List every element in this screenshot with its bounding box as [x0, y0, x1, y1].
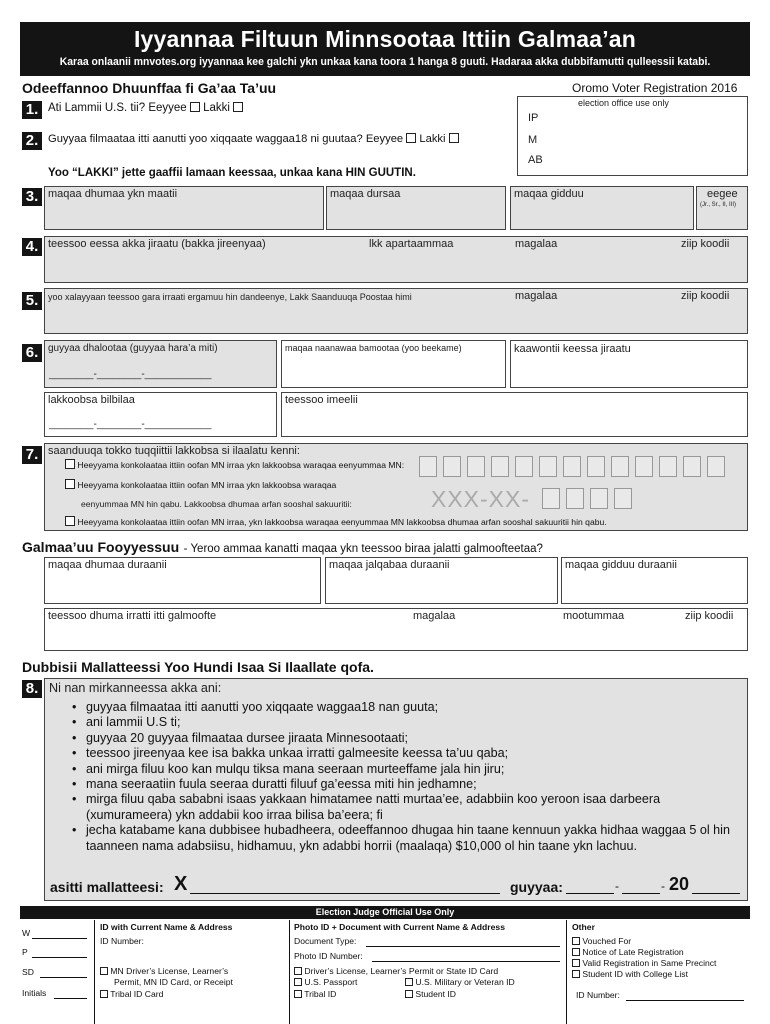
military-id-option	[405, 977, 515, 987]
previous-last-name-label: maqaa dhumaa duraanii	[48, 559, 167, 571]
oath-item: • guyyaa 20 guyyaa filmaataa dursee jiraata Minnesootaati;	[72, 731, 742, 746]
initials-label: Initials	[22, 988, 47, 998]
previous-last-name-field[interactable]	[44, 557, 321, 604]
date-day-line[interactable]	[622, 893, 660, 894]
previous-middle-name-field[interactable]	[561, 557, 748, 604]
previous-zip-label: ziip koodii	[685, 610, 734, 622]
college-list-checkbox[interactable]	[572, 970, 580, 978]
apartment-label: lkk apartaammaa	[369, 238, 454, 250]
citizen-yes-checkbox[interactable]	[190, 102, 200, 112]
signature-heading: Dubbisii Mallatteessi Yoo Hundi Isaa Si Ilaallate qofa.	[22, 659, 374, 675]
last-name-label: maqaa dhumaa ykn maatii	[48, 188, 178, 200]
mailing-address-label: yoo xalayyaan teessoo gara irraati ergamuu hin dandeenye, Lakk Saanduuqa Poostaa himi	[48, 292, 412, 302]
mn-id-digit-box[interactable]	[611, 456, 629, 477]
signature-label: asitti mallatteesi:	[50, 879, 164, 895]
birth-date-label: guyyaa dhalootaa (guyyaa hara’a miti)	[48, 343, 218, 354]
other-id-number-line[interactable]	[626, 1000, 744, 1001]
mn-id-digit-box[interactable]	[683, 456, 701, 477]
question-6-number: 6.	[22, 344, 42, 362]
late-registration-checkbox[interactable]	[572, 948, 580, 956]
phone-blank: ________-________-____________	[49, 419, 212, 430]
id-intro: saanduuqa tokko tuqqiittii lakkobsa si ilaalatu kenni:	[48, 445, 300, 457]
tribal-id-option	[100, 989, 163, 999]
signature-line[interactable]	[190, 893, 500, 894]
question-2	[48, 133, 459, 145]
document-type-line[interactable]	[366, 946, 560, 947]
vouched-label: Vouched For	[582, 936, 632, 946]
student-id-option	[405, 989, 456, 999]
question-8-number: 8.	[22, 680, 42, 698]
phone-label: lakkoobsa bilbilaa	[48, 394, 135, 406]
mn-id-digit-box[interactable]	[491, 456, 509, 477]
late-registration-option	[572, 947, 684, 957]
previous-middle-name-label: maqaa gidduu duraanii	[565, 559, 677, 571]
mailing-zip-label: ziip koodii	[681, 290, 730, 302]
drivers-license-label: Driver’s License, Learner’s Permit or State ID Card	[304, 966, 499, 976]
mn-license-option-b: Permit, MN ID Card, or Receipt	[114, 977, 233, 987]
oath-item: • ani lammii U.S ti;	[72, 715, 742, 730]
mn-id-digit-box[interactable]	[419, 456, 437, 477]
oath-item: • jecha katabame kana dubbisee hubadheera, odeeffannoo dhugaa hin taane kennuun yakka hidhaa waggaa 5 ol hin taanneen nama adabsiisu, hidhamuu, ykn adabbi horrii (maalaqa) $10,000 ol hin taane ykn lachuu.	[72, 823, 742, 854]
signature-x: X	[174, 873, 188, 895]
age-yes-label: Eeyyee	[365, 133, 404, 145]
military-id-checkbox[interactable]	[405, 978, 413, 986]
question-4-number: 4.	[22, 238, 42, 256]
office-ab-label: AB	[528, 154, 543, 166]
question-1	[48, 102, 243, 114]
id-column-title: ID with Current Name & Address	[100, 922, 233, 932]
county-field[interactable]	[510, 340, 748, 388]
student-id-checkbox[interactable]	[405, 990, 413, 998]
photo-id-column-title: Photo ID + Document with Current Name & Address	[294, 922, 505, 932]
precinct-line[interactable]	[32, 957, 87, 958]
middle-name-label: maqaa gidduu	[514, 188, 584, 200]
form-title: Iyyannaa Filtuun Minnsootaa Ittiin Galmaa’an	[133, 26, 637, 52]
previous-state-label: mootummaa	[563, 610, 625, 622]
ssn-prefix: XXX-XX-	[431, 486, 531, 512]
id-option-2	[65, 479, 336, 490]
footer-divider-2	[289, 920, 290, 1024]
previous-city-label: magalaa	[413, 610, 456, 622]
drivers-license-checkbox[interactable]	[294, 967, 302, 975]
middle-name-field[interactable]	[510, 186, 694, 230]
ssn-digit-box[interactable]	[590, 488, 608, 509]
question-7-number: 7.	[22, 446, 42, 464]
election-judge-bar: Election Judge Official Use Only	[20, 906, 750, 919]
tribal-photo-id-checkbox[interactable]	[294, 990, 302, 998]
date-separator-2: -	[661, 879, 665, 893]
previous-first-name-field[interactable]	[325, 557, 558, 604]
email-field[interactable]	[281, 392, 748, 437]
citizen-no-label: Lakki	[203, 102, 230, 114]
form-header	[20, 22, 750, 76]
id-option-2-label-a: Heeyyama konkolaataa ittiin oofan MN irraa ykn lakkoobsa waraqaa	[77, 480, 337, 490]
previous-address-label: teessoo dhuma irratti itti galmoofte	[48, 610, 217, 622]
student-id-label: Student ID	[415, 989, 456, 999]
preferred-name-label: maqaa naanawaa bamootaa (yoo beekame)	[285, 343, 462, 353]
citizen-no-checkbox[interactable]	[233, 102, 243, 112]
id-option-2-label-b: eenyummaa MN hin qabu. Lakkoobsa dhumaa arfan sooshal sakuuritii:	[81, 499, 352, 509]
no-id-checkbox[interactable]	[65, 516, 75, 526]
same-precinct-option	[572, 958, 716, 968]
mailing-address-field[interactable]	[44, 288, 748, 334]
office-ip-label: IP	[528, 112, 539, 124]
oath-item: • ani mirga filuu koo kan mulqu tiksa mana seeraan murteeffame jala hin jiru;	[72, 762, 742, 777]
id-option-3	[65, 516, 607, 527]
mn-license-footer-checkbox[interactable]	[100, 967, 108, 975]
question-3-number: 3.	[22, 188, 42, 206]
previous-address-field[interactable]	[44, 608, 748, 651]
suffix-label: eegee	[707, 188, 738, 200]
mn-id-digit-box[interactable]	[587, 456, 605, 477]
mn-license-option-label: MN Driver’s License, Learner’s	[110, 966, 229, 976]
residence-address-field[interactable]	[44, 236, 748, 283]
personal-info-heading: Odeeffannoo Dhuunffaa fi Ga’aa Ta’uu	[22, 80, 277, 96]
phone-field[interactable]	[44, 392, 277, 437]
tribal-id-checkbox[interactable]	[100, 990, 108, 998]
preferred-name-field[interactable]	[281, 340, 506, 388]
birth-date-blank: ________-________-____________	[49, 369, 212, 380]
mn-id-digit-box[interactable]	[539, 456, 557, 477]
age-no-checkbox[interactable]	[449, 133, 459, 143]
question-5-number: 5.	[22, 292, 42, 310]
ward-line[interactable]	[32, 938, 87, 939]
oath-item: • mana seeraatiin fuula seeraa duratti filuuf ga’eessa miti hin jedhamne;	[72, 777, 742, 792]
mn-id-digit-box[interactable]	[443, 456, 461, 477]
tribal-photo-id-label: Tribal ID	[304, 989, 337, 999]
document-type-label: Document Type:	[294, 936, 357, 946]
last-name-field[interactable]	[44, 186, 324, 230]
mn-id-digit-box[interactable]	[707, 456, 725, 477]
first-name-label: maqaa dursaa	[330, 188, 401, 200]
initials-line[interactable]	[54, 998, 87, 999]
previous-note: - Yeroo ammaa kanatti maqaa ykn teessoo biraa jalatti galmoofteetaa?	[183, 543, 543, 555]
age-yes-checkbox[interactable]	[406, 133, 416, 143]
age-question: Guyyaa filmaataa itti aanutti yoo xiqqaate waggaa18 ni guutaa?	[48, 133, 363, 145]
oath-list	[72, 700, 742, 854]
oath-item: • teessoo jireenyaa kee isa bakka unkaa irratti galmeesite keessa ta’uu qaba;	[72, 746, 742, 761]
id-option-1	[65, 459, 404, 470]
city-label: magalaa	[515, 238, 558, 250]
citizenship-question: Ati Lammii U.S. tii? Eeyyee	[48, 102, 187, 114]
ssn-digit-box[interactable]	[566, 488, 584, 509]
id-option-1-label: Heeyyama konkolaataa ittiin oofan MN irraa ykn lakkoobsa waraqaa eenyummaa MN:	[77, 460, 405, 470]
date-month-line[interactable]	[566, 893, 614, 894]
age-no-label: Lakki	[419, 133, 446, 145]
year-prefix: 20	[669, 874, 690, 894]
ssn-digit-box[interactable]	[542, 488, 560, 509]
suffix-hint: (Jr., Sr., II, III)	[700, 202, 737, 208]
photo-id-number-label: Photo ID Number:	[294, 951, 363, 961]
id-option-3-label: Heeyyama konkolaataa ittiin oofan MN irraa, ykn lakkoobsa waraqaa eenyummaa MN lakkoobsa dhumaa arfan sooshal sakuuritii hin qabu.	[77, 517, 607, 527]
previous-first-name-label: maqaa jalqabaa duraanii	[329, 559, 450, 571]
mn-id-digit-box[interactable]	[467, 456, 485, 477]
suffix-field[interactable]	[696, 186, 748, 230]
college-list-label: Student ID with College List	[582, 969, 688, 979]
mn-license-checkbox[interactable]	[65, 459, 75, 469]
mn-id-digit-box[interactable]	[659, 456, 677, 477]
date-separator-1: -	[615, 879, 619, 893]
id-number-section	[44, 443, 748, 531]
mn-id-digit-box[interactable]	[563, 456, 581, 477]
footer-divider-1	[94, 920, 95, 1024]
mn-id-digit-box[interactable]	[635, 456, 653, 477]
school-district-line[interactable]	[40, 977, 87, 978]
tribal-id-label: Tribal ID Card	[110, 989, 164, 999]
question-1-number: 1.	[22, 101, 42, 119]
office-use-box	[517, 96, 748, 176]
question-2-number: 2.	[22, 132, 42, 150]
passport-label: U.S. Passport	[304, 977, 358, 987]
passport-option	[294, 977, 357, 987]
late-registration-label: Notice of Late Registration	[582, 947, 684, 957]
ssn-checkbox[interactable]	[65, 479, 75, 489]
vouched-checkbox[interactable]	[572, 937, 580, 945]
oath-intro: Ni nan mirkanneessa akka ani:	[49, 681, 222, 695]
tribal-photo-id-option	[294, 989, 336, 999]
previous-registration-heading	[22, 539, 543, 557]
precinct-label: P	[22, 947, 28, 957]
oath-item: • guyyaa filmaataa itti aanutti yoo xiqqaate waggaa18 nan guuta;	[72, 700, 742, 715]
office-m-label: M	[528, 134, 538, 146]
date-year-line[interactable]	[692, 893, 740, 894]
form-instructions: Karaa onlaanii mnvotes.org iyyannaa kee galchi ykn unkaa kana toora 1 hanga 8 guuti. Hadaraa akka dubbifamutti qulleessii katabi.	[59, 56, 711, 68]
first-name-field[interactable]	[326, 186, 506, 230]
previous-heading: Galmaa’uu Fooyyessuu	[22, 539, 180, 555]
zip-label: ziip koodii	[681, 238, 730, 250]
same-precinct-label: Valid Registration in Same Precinct	[582, 958, 717, 968]
id-number-label: ID Number:	[100, 936, 144, 946]
mn-id-digit-box[interactable]	[515, 456, 533, 477]
same-precinct-checkbox[interactable]	[572, 959, 580, 967]
drivers-license-option	[294, 966, 498, 976]
office-use-label: election office use only	[578, 98, 669, 108]
email-label: teessoo imeelii	[285, 394, 358, 406]
county-label: kaawontii keessa jiraatu	[514, 343, 631, 355]
ward-label: W	[22, 928, 31, 938]
residence-address-label: teessoo eessa akka jiraatu (bakka jireenyaa)	[48, 238, 266, 250]
vouched-option	[572, 936, 631, 946]
photo-id-number-line[interactable]	[372, 961, 560, 962]
passport-checkbox[interactable]	[294, 978, 302, 986]
form-name: Oromo Voter Registration 2016	[572, 81, 738, 95]
college-list-option	[572, 969, 688, 979]
mn-license-option	[100, 966, 228, 976]
school-district-label: SD	[22, 967, 34, 977]
ssn-digit-box[interactable]	[614, 488, 632, 509]
ineligible-warning: Yoo “LAKKI” jette gaaffii lamaan keessaa, unkaa kana HIN GUUTIN.	[48, 167, 416, 179]
oath-item: • mirga filuu qaba sababni isaas yakkaan himatamee natti murtaa’ee, adabbiin koo yeroon isaa darbeera (xumurameera) ykn addabii koo irraa bilisa ba’eera; fi	[72, 792, 742, 823]
other-column-title: Other	[572, 922, 595, 932]
date-label: guyyaa:	[510, 879, 563, 895]
mailing-city-label: magalaa	[515, 290, 558, 302]
military-id-label: U.S. Military or Veteran ID	[415, 977, 515, 987]
footer-divider-3	[566, 920, 567, 1024]
birth-date-field[interactable]	[44, 340, 277, 388]
other-id-number-label: ID Number:	[576, 990, 620, 1000]
